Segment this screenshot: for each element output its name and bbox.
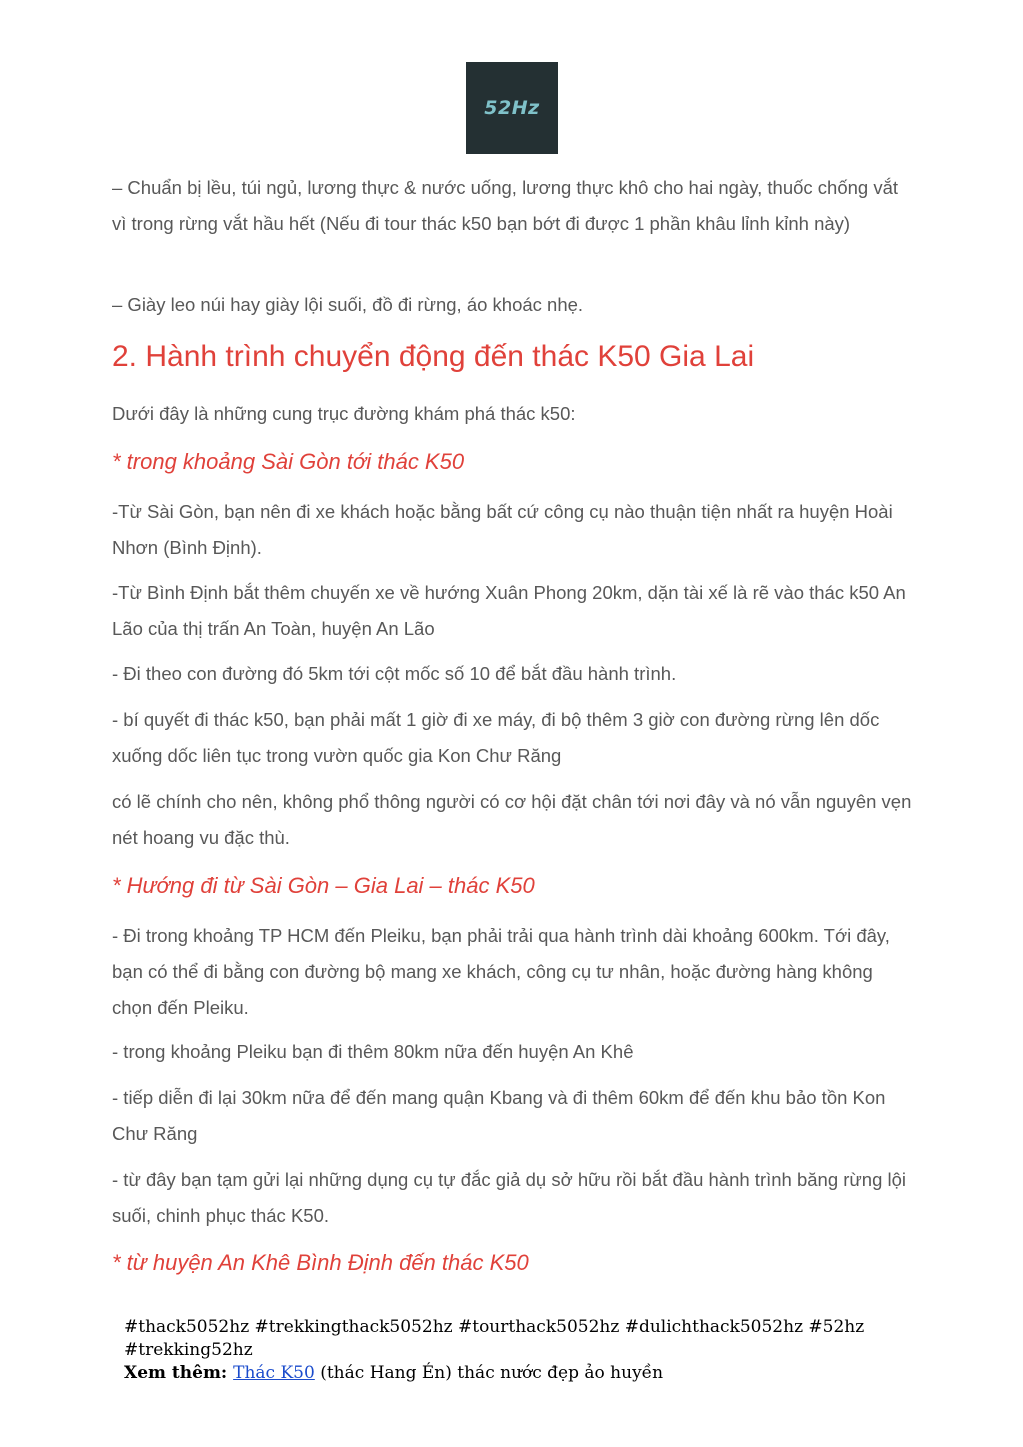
paragraph-footwear: – Giày leo núi hay giày lội suối, đồ đi rừng, áo khoác nhẹ. bbox=[112, 294, 584, 315]
thac-k50-link[interactable]: Thác K50 bbox=[233, 1363, 315, 1383]
paragraph: - bí quyết đi thác k50, bạn phải mất 1 giờ đi xe máy, đi bộ thêm 3 giờ con đường rừng lên dốc xuống dốc liên tục trong vườn quốc gia Kon Chư Răng bbox=[112, 709, 880, 766]
paragraph: - từ đây bạn tạm gửi lại những dụng cụ tự đắc giả dụ sở hữu rồi bắt đầu hành trình băng rừng lội suối, chinh phục thác K50. bbox=[112, 1169, 907, 1226]
hashtags: #thack5052hz #trekkingthack5052hz #tourthack5052hz #dulichthack5052hz #52hz #trekking52hz bbox=[124, 1317, 865, 1360]
logo-52hz bbox=[466, 62, 558, 154]
logo-text: 52Hz bbox=[484, 97, 540, 119]
paragraph: -Từ Sài Gòn, bạn nên đi xe khách hoặc bằng bất cứ công cụ nào thuận tiện nhất ra huyện Hoài Nhơn (Bình Định). bbox=[112, 501, 893, 558]
section-heading: 2. Hành trình chuyển động đến thác K50 Gia Lai bbox=[112, 340, 755, 373]
subheading-ankhe-k50: * từ huyện An Khê Bình Định đến thác K50 bbox=[112, 1250, 529, 1275]
paragraph-preparation: – Chuẩn bị lều, túi ngủ, lương thực & nước uống, lương thực khô cho hai ngày, thuốc chống vắt vì trong rừng vắt hầu hết (Nếu đi tour thác k50 bạn bớt đi được 1 phần khâu lỉnh kỉnh này) bbox=[112, 177, 899, 234]
paragraph: - tiếp diễn đi lại 30km nữa để đến mang quận Kbang và đi thêm 60km để đến khu bảo tồn Kon Chư Răng bbox=[112, 1087, 886, 1144]
paragraph: - Đi theo con đường đó 5km tới cột mốc số 10 để bắt đầu hành trình. bbox=[112, 663, 677, 684]
subheading-saigon-gialai-k50: * Hướng đi từ Sài Gòn – Gia Lai – thác K50 bbox=[112, 873, 535, 898]
paragraph: - Đi trong khoảng TP HCM đến Pleiku, bạn phải trải qua hành trình dài khoảng 600km. Tới đây, bạn có thể đi bằng con đường bộ mang xe khách, công cụ tư nhân, hoặc đường hàng không chọn đến Pleiku. bbox=[112, 925, 890, 1018]
paragraph: - trong khoảng Pleiku bạn đi thêm 80km nữa đến huyện An Khê bbox=[112, 1041, 634, 1062]
see-more-label: Xem thêm: bbox=[124, 1363, 234, 1383]
paragraph: -Từ Bình Định bắt thêm chuyến xe về hướng Xuân Phong 20km, dặn tài xế là rẽ vào thác k50 An Lão của thị trấn An Toàn, huyện An Lão bbox=[112, 582, 906, 639]
paragraph: có lẽ chính cho nên, không phổ thông người có cơ hội đặt chân tới nơi đây và nó vẫn nguyên vẹn nét hoang vu đặc thù. bbox=[112, 791, 912, 848]
see-more-line bbox=[124, 1362, 904, 1385]
footer bbox=[124, 1316, 904, 1385]
subheading-saigon-k50: * trong khoảng Sài Gòn tới thác K50 bbox=[112, 449, 465, 474]
see-more-suffix: (thác Hang Én) thác nước đẹp ảo huyền bbox=[314, 1363, 664, 1383]
section-intro: Dưới đây là những cung trục đường khám phá thác k50: bbox=[112, 403, 576, 424]
